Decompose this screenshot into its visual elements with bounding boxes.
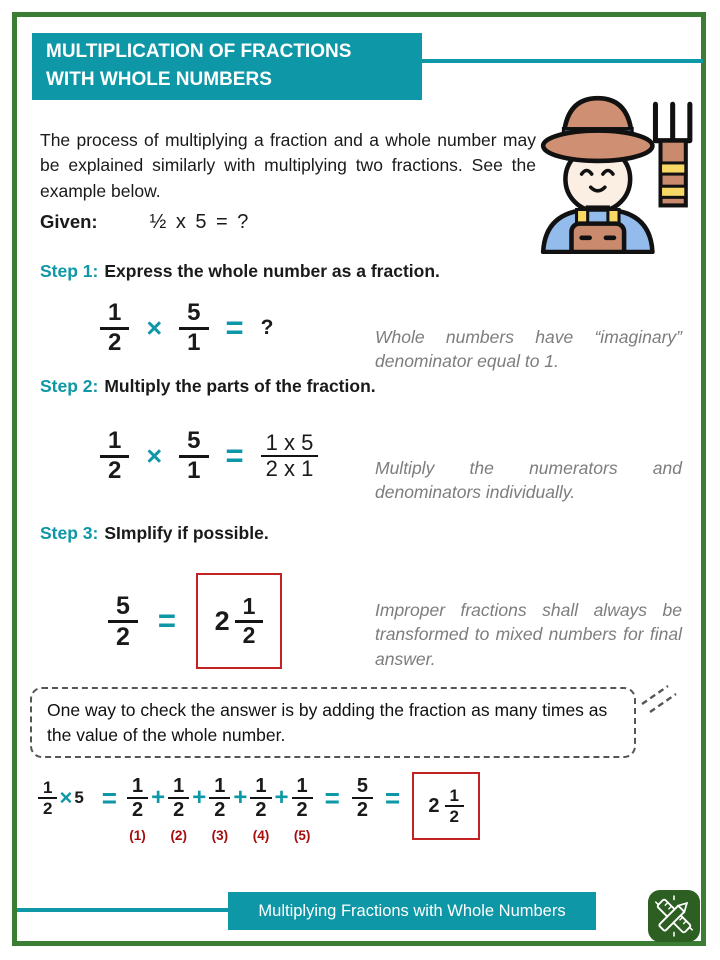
step3-equation [108, 573, 282, 669]
speech-tail-icon [640, 680, 680, 714]
addend-4: $\frac{1}{2}$ (4) [250, 772, 271, 843]
whole-part: 2 [214, 605, 230, 636]
whole-number: 5 [74, 788, 84, 807]
footer-title: Multiplying Fractions with Whole Numbers [258, 901, 566, 920]
fraction-5-1: $\frac{5}{1}$ [179, 428, 208, 485]
header-rule [422, 59, 703, 63]
step2-note: Multiply the numerators and denominators individually. [375, 457, 682, 503]
plus-sign: + [151, 784, 166, 811]
count-label: (5) [293, 828, 311, 843]
count-label: (1) [129, 828, 146, 843]
equals-sign: = [384, 781, 401, 814]
step2-label: Step 2: [40, 376, 99, 396]
final-answer [412, 772, 480, 840]
step3-label: Step 3: [40, 523, 99, 543]
equals-sign: = [225, 309, 244, 347]
addend-1: $\frac{1}{2}$ (1) [127, 772, 148, 843]
question-mark: ? [260, 316, 274, 340]
page-title [32, 33, 422, 100]
fraction-1-2: $\frac{1}{2}$ [235, 594, 264, 649]
step1-equation [100, 300, 273, 357]
addend-3: $\frac{1}{2}$ (3) [209, 772, 230, 843]
answer-box [196, 573, 282, 669]
count-label: (4) [252, 828, 270, 843]
multiply-sign: × [146, 440, 163, 471]
step1-title: Express the whole number as a fraction. [104, 261, 440, 281]
sum-fraction: $\frac{5}{2}$ [352, 772, 373, 824]
plus-sign: + [233, 784, 248, 811]
whole-part: 2 [428, 794, 440, 817]
farmer-icon [534, 82, 698, 254]
page-title-line1: MULTIPLICATION OF FRACTIONS [46, 41, 352, 62]
step2-heading [40, 376, 376, 397]
count-label: (2) [170, 828, 187, 843]
step1-note: Whole numbers have “imaginary” denominator equal to 1. [375, 326, 682, 372]
step2-title: Multiply the parts of the fraction. [104, 376, 376, 396]
page-title-line2: WITH WHOLE NUMBERS [46, 68, 272, 90]
fraction-5-1: $\frac{5}{1}$ [179, 300, 208, 357]
check-tip-box: One way to check the answer is by adding the fraction as many times as the value of the whole number. [30, 687, 636, 758]
fraction-1-2: $\frac{1}{2}$ [445, 786, 464, 826]
equals-sign: = [101, 781, 117, 814]
step1-heading [40, 261, 440, 282]
addend-5: $\frac{1}{2}$ (5) [292, 772, 313, 843]
fraction-product: $\frac{1 x 5}{2 x 1}$ [261, 431, 319, 482]
equals-sign: = [225, 437, 244, 475]
mixed-number [215, 594, 264, 649]
given-row [40, 211, 250, 234]
step3-heading [40, 523, 269, 544]
footer-title-bar [228, 892, 596, 930]
intro-paragraph: The process of multiplying a fraction and a whole number may be explained similarly with multiplying two fractions. See the example below. [40, 129, 536, 201]
fraction-1-2: $\frac{1}{2}$ [100, 300, 129, 357]
answer-box [412, 772, 480, 840]
fraction-5-2: $\frac{5}{2}$ [108, 592, 138, 651]
addend-2: $\frac{1}{2}$ (2) [168, 772, 189, 843]
plus-sign: + [274, 784, 289, 811]
equals-sign: = [157, 602, 177, 639]
step3-note: Improper fractions shall always be transformed to mixed numbers for final answer. [375, 599, 682, 670]
check-equation [38, 772, 480, 843]
footer-rule [17, 908, 228, 912]
step2-equation [100, 428, 318, 485]
multiply-sign: × [59, 785, 73, 810]
count-label: (3) [211, 828, 229, 843]
multiply-sign: × [146, 312, 163, 343]
plus-sign: + [192, 784, 207, 811]
given-expression: ½ x 5 = ? [149, 211, 251, 233]
step1-label: Step 1: [40, 261, 99, 281]
given-label: Given: [40, 211, 98, 232]
lead-fraction: $\frac{1}{2}$ [38, 772, 57, 824]
fraction-1-2: $\frac{1}{2}$ [100, 428, 129, 485]
ruler-pencil-logo [648, 890, 700, 942]
equals-sign: = [324, 781, 340, 814]
step3-title: SImplify if possible. [104, 523, 269, 543]
